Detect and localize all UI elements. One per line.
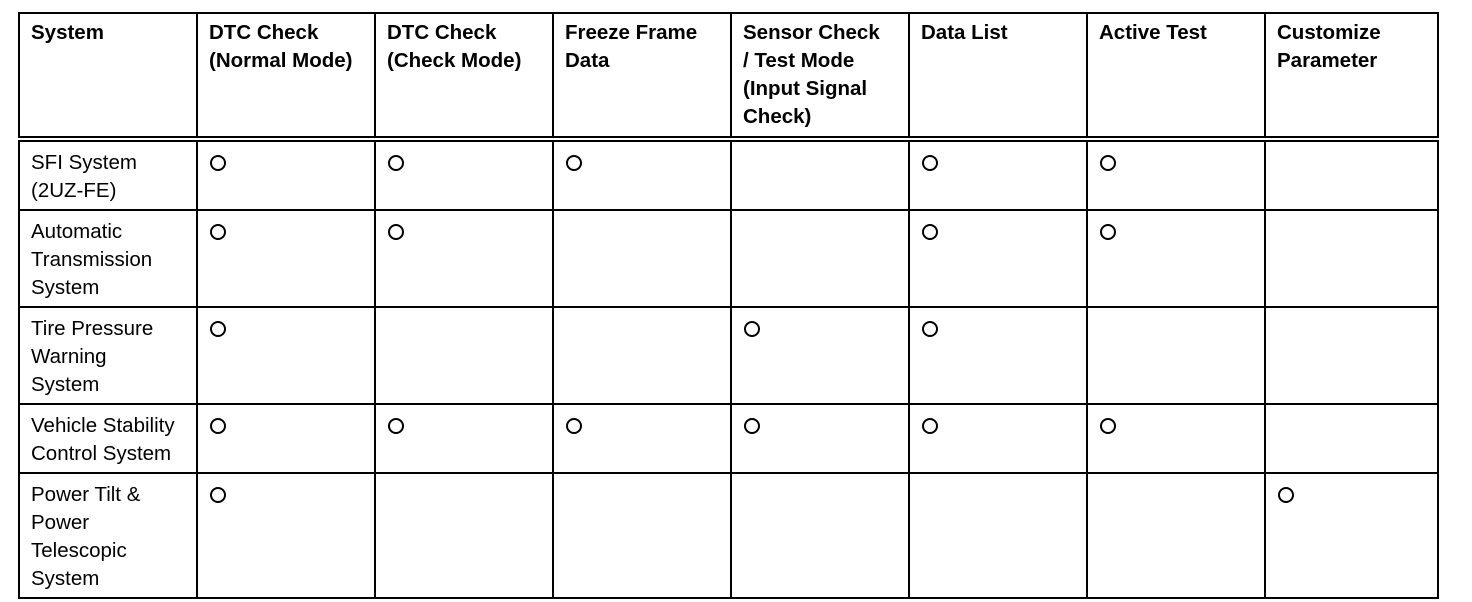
circle-mark-icon [1100,224,1116,240]
table-body [19,139,1438,598]
circle-mark-icon [388,224,404,240]
header-row [19,13,1438,139]
system-name-cell: Tire Pressure Warning System [19,307,197,404]
circle-mark-icon [210,155,226,171]
circle-mark-icon [922,321,938,337]
function-cell [553,210,731,307]
function-cell [197,404,375,473]
circle-mark-icon [566,418,582,434]
function-cell [731,473,909,598]
function-cell [1087,210,1265,307]
function-cell [909,473,1087,598]
table-row [19,210,1438,307]
function-cell [1265,404,1438,473]
circle-mark-icon [566,155,582,171]
column-header-2: DTC Check (Check Mode) [375,13,553,139]
circle-mark-icon [1278,487,1294,503]
function-cell [197,473,375,598]
system-name-cell: Automatic Transmission System [19,210,197,307]
function-cell [197,139,375,210]
function-cell [909,139,1087,210]
function-cell [375,307,553,404]
function-cell [553,139,731,210]
function-cell [1087,139,1265,210]
function-cell [553,307,731,404]
column-header-3: Freeze Frame Data [553,13,731,139]
circle-mark-icon [388,155,404,171]
function-cell [375,139,553,210]
table-header [19,13,1438,139]
column-header-7: Customize Parameter [1265,13,1438,139]
column-header-5: Data List [909,13,1087,139]
function-cell [1265,473,1438,598]
function-cell [1087,404,1265,473]
function-cell [1265,307,1438,404]
function-cell [1265,139,1438,210]
circle-mark-icon [744,418,760,434]
function-table [18,12,1439,599]
function-cell [1087,473,1265,598]
column-header-system: System [19,13,197,139]
column-header-4: Sensor Check / Test Mode (Input Signal Check) [731,13,909,139]
table-row [19,307,1438,404]
circle-mark-icon [922,418,938,434]
system-name-cell: Vehicle Stability Control System [19,404,197,473]
column-header-1: DTC Check (Normal Mode) [197,13,375,139]
system-name-cell: Power Tilt & Power Telescopic System [19,473,197,598]
circle-mark-icon [210,321,226,337]
function-cell [909,307,1087,404]
function-cell [909,210,1087,307]
function-cell [553,404,731,473]
function-cell [375,404,553,473]
function-cell [731,139,909,210]
circle-mark-icon [1100,155,1116,171]
circle-mark-icon [210,487,226,503]
function-cell [197,210,375,307]
function-cell [731,210,909,307]
function-cell [909,404,1087,473]
function-cell [375,473,553,598]
function-cell [197,307,375,404]
function-cell [731,404,909,473]
function-cell [731,307,909,404]
circle-mark-icon [744,321,760,337]
circle-mark-icon [210,224,226,240]
circle-mark-icon [210,418,226,434]
function-cell [375,210,553,307]
function-cell [553,473,731,598]
table-row [19,473,1438,598]
circle-mark-icon [1100,418,1116,434]
circle-mark-icon [922,224,938,240]
table-row [19,139,1438,210]
table-row [19,404,1438,473]
function-cell [1265,210,1438,307]
column-header-6: Active Test [1087,13,1265,139]
circle-mark-icon [388,418,404,434]
circle-mark-icon [922,155,938,171]
system-name-cell: SFI System (2UZ-FE) [19,139,197,210]
function-cell [1087,307,1265,404]
